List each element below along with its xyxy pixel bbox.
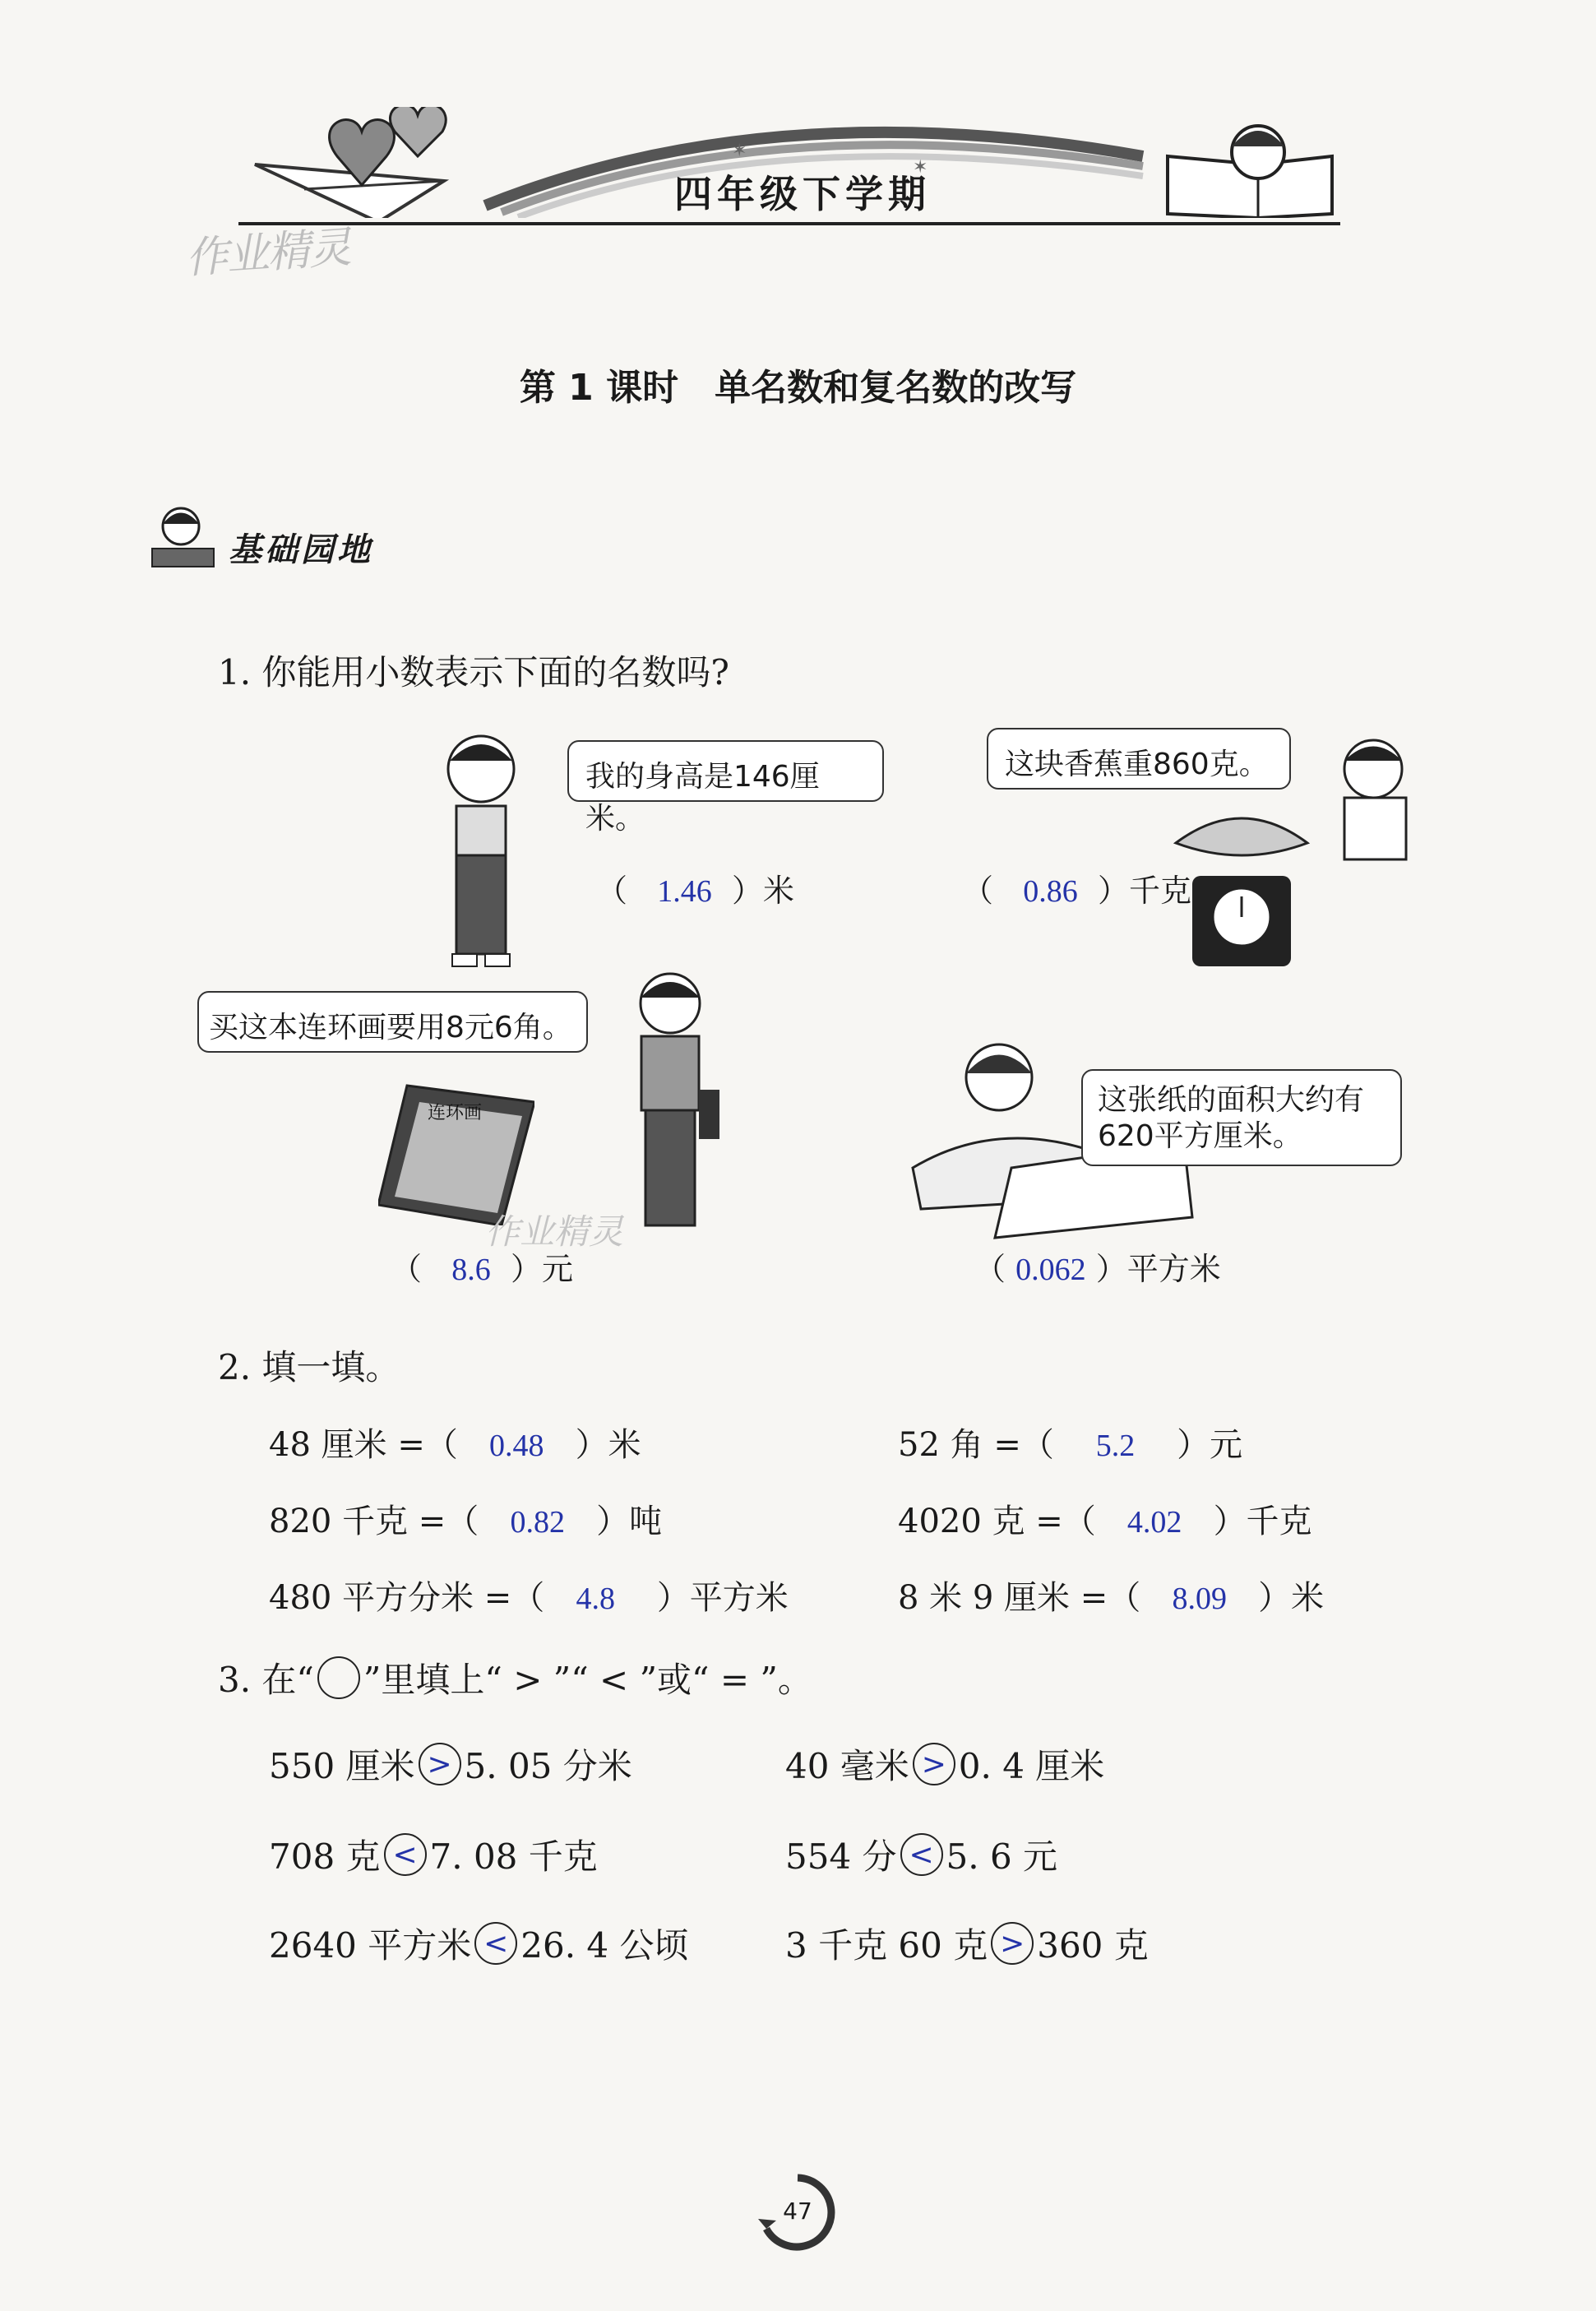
- answer-height-value: 1.46: [657, 874, 712, 909]
- answer-height: （ 1.46 ）米: [596, 873, 794, 909]
- answer-banana: （ 0.86 ）千克: [962, 873, 1191, 909]
- fill-item-3: 820 千克 =（ 0.82 ）吨: [269, 1503, 663, 1540]
- compare-item-2: 40 毫米 > 0. 4 厘米: [785, 1739, 1104, 1789]
- answer-paper-value: 0.062: [1015, 1253, 1086, 1287]
- girl-reading-icon: [144, 498, 222, 576]
- lesson-title: 第 1 课时 单名数和复名数的改写: [519, 367, 1077, 409]
- section-title: 基础园地: [229, 531, 373, 569]
- answer-comic: （ 8.6 ）元: [391, 1251, 573, 1287]
- answer-circle: <: [384, 1833, 427, 1876]
- svg-text:✶: ✶: [913, 157, 928, 178]
- answer-paper: （ 0.062 ）平方米: [974, 1251, 1221, 1287]
- empty-circle-icon: [317, 1656, 360, 1699]
- fill-item-5: 480 平方分米 =（ 4.8 ）平方米: [269, 1579, 789, 1617]
- compare-item-4: 554 分 < 5. 6 元: [785, 1830, 1057, 1879]
- fill-item-4: 4020 克 =（ 4.02 ）千克: [898, 1503, 1312, 1540]
- comic-book-illustration: [378, 1081, 534, 1225]
- answer-circle: >: [991, 1922, 1034, 1965]
- q1-prompt: 1. 你能用小数表示下面的名数吗?: [218, 652, 729, 692]
- answer-circle: <: [474, 1922, 517, 1965]
- speech-bubble-paper: 这张纸的面积大约有620平方厘米。: [1081, 1069, 1402, 1166]
- answer-comic-value: 8.6: [451, 1253, 491, 1287]
- watermark-logo: 作业精灵: [183, 223, 352, 284]
- q3-prompt: 3. 在“ ”里填上“ > ”“ < ”或“ = ”。: [218, 1653, 812, 1702]
- compare-item-5: 2640 平方米 < 26. 4 公顷: [269, 1919, 688, 1968]
- svg-text:✶: ✶: [732, 141, 747, 161]
- speech-bubble-banana: 这块香蕉重860克。: [987, 728, 1291, 790]
- fill-item-2: 52 角 =（ 5.2 ）元: [898, 1426, 1243, 1464]
- speech-bubble-comic: 买这本连环画要用8元6角。: [197, 991, 588, 1053]
- header-rule: [238, 222, 1340, 225]
- watermark-logo-middle: 作业精灵: [485, 1211, 624, 1252]
- compare-item-6: 3 千克 60 克 > 360 克: [785, 1919, 1149, 1968]
- q2-prompt: 2. 填一填。: [218, 1347, 400, 1387]
- fill-item-6: 8 米 9 厘米 =（ 8.09 ）米: [898, 1579, 1325, 1617]
- comic-book-label: 连环画: [428, 1103, 483, 1123]
- answer-circle: >: [913, 1743, 955, 1785]
- boy-illustration: [428, 724, 534, 979]
- answer-banana-value: 0.86: [1023, 874, 1078, 909]
- header-title: 四年级下学期: [674, 172, 931, 216]
- speech-bubble-height: 我的身高是146厘米。: [567, 740, 884, 802]
- compare-item-3: 708 克 < 7. 08 千克: [269, 1830, 598, 1879]
- answer-circle: >: [419, 1743, 461, 1785]
- answer-circle: <: [900, 1833, 943, 1876]
- boy-pointing-illustration: [1307, 732, 1431, 864]
- compare-item-1: 550 厘米 > 5. 05 分米: [269, 1739, 632, 1789]
- page-number: 47: [783, 2198, 812, 2225]
- fill-item-1: 48 厘米 =（ 0.48 ）米: [269, 1426, 641, 1464]
- boy-with-book-illustration: [617, 966, 732, 1238]
